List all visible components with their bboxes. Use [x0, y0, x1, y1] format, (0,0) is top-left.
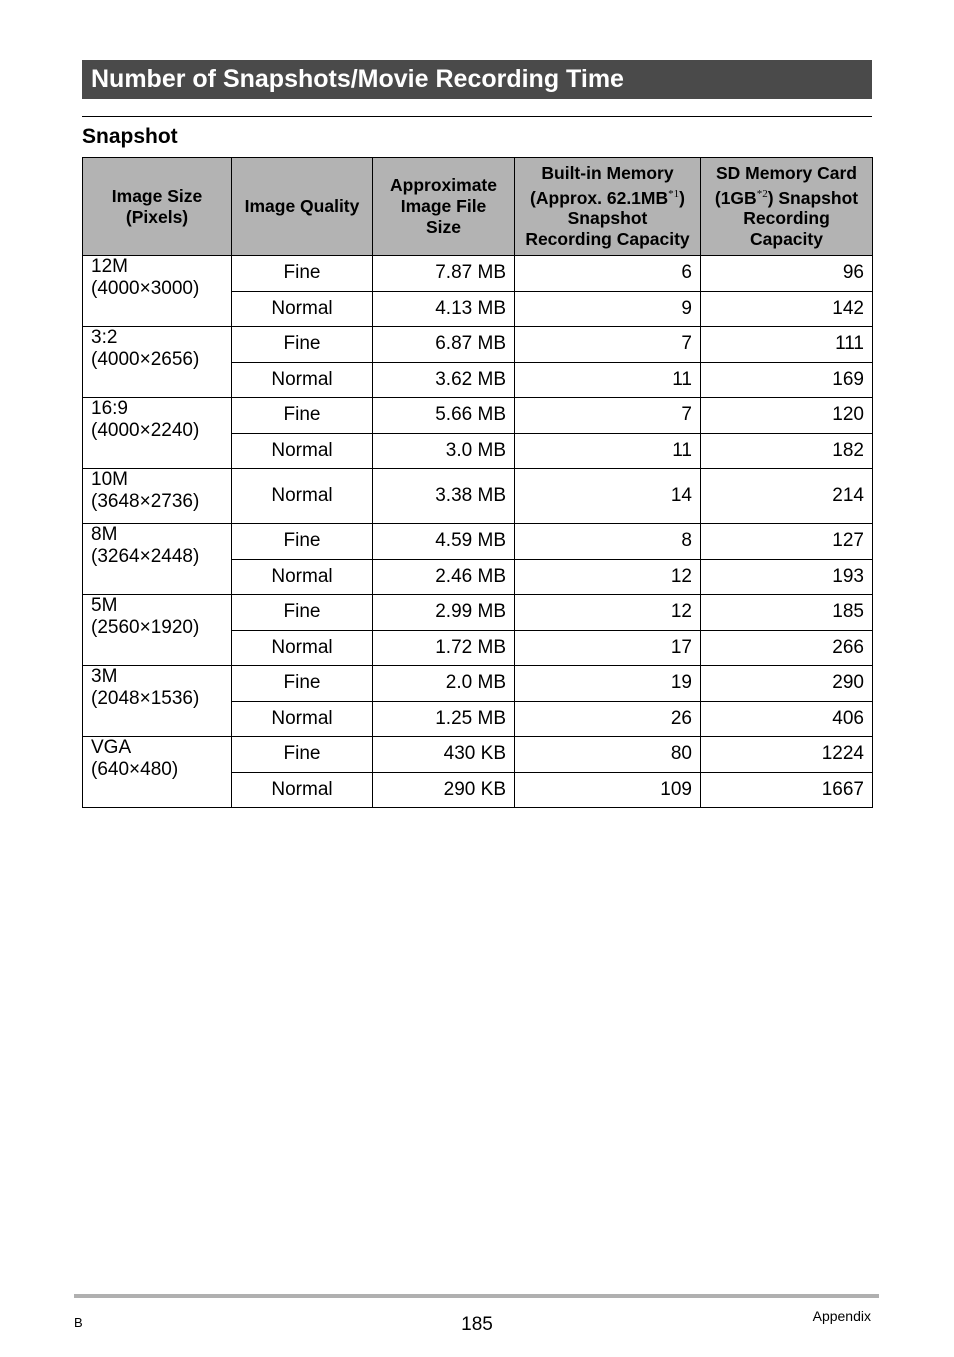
- image-quality-cell: Fine: [232, 327, 373, 363]
- file-size-cell: 1.72 MB: [373, 630, 515, 666]
- image-quality-cell: Normal: [232, 701, 373, 737]
- builtin-capacity-cell: 11: [515, 433, 701, 469]
- footnote-marker: *1: [668, 187, 680, 200]
- image-quality-cell: Fine: [232, 256, 373, 292]
- image-quality-cell: Fine: [232, 666, 373, 702]
- sd-capacity-cell: 266: [701, 630, 873, 666]
- sd-capacity-cell: 185: [701, 595, 873, 631]
- file-size-cell: 2.46 MB: [373, 559, 515, 595]
- image-quality-cell: Normal: [232, 291, 373, 327]
- sd-capacity-cell: 96: [701, 256, 873, 292]
- file-size-cell: 7.87 MB: [373, 256, 515, 292]
- table-row: [83, 666, 873, 702]
- file-size-cell: 1.25 MB: [373, 701, 515, 737]
- image-size-cell: 3:2 (4000×2656): [83, 327, 232, 398]
- builtin-capacity-cell: 12: [515, 559, 701, 595]
- header-image-size: Image Size (Pixels): [83, 158, 232, 256]
- sd-capacity-cell: 127: [701, 524, 873, 560]
- builtin-capacity-cell: 8: [515, 524, 701, 560]
- table-row: [83, 595, 873, 631]
- sd-capacity-cell: 111: [701, 327, 873, 363]
- image-size-cell: 5M (2560×1920): [83, 595, 232, 666]
- builtin-capacity-cell: 14: [515, 469, 701, 524]
- sd-capacity-cell: 182: [701, 433, 873, 469]
- sd-capacity-cell: 1667: [701, 772, 873, 808]
- image-quality-cell: Fine: [232, 524, 373, 560]
- file-size-cell: 430 KB: [373, 737, 515, 773]
- sd-capacity-cell: 169: [701, 362, 873, 398]
- file-size-cell: 3.62 MB: [373, 362, 515, 398]
- table-row: [83, 469, 873, 524]
- sd-capacity-cell: 214: [701, 469, 873, 524]
- file-size-cell: 4.13 MB: [373, 291, 515, 327]
- builtin-capacity-cell: 6: [515, 256, 701, 292]
- image-quality-cell: Normal: [232, 362, 373, 398]
- file-size-cell: 2.99 MB: [373, 595, 515, 631]
- table-row: [83, 524, 873, 560]
- sd-capacity-cell: 290: [701, 666, 873, 702]
- builtin-capacity-cell: 17: [515, 630, 701, 666]
- footer-left-mark: B: [74, 1315, 83, 1330]
- image-quality-cell: Normal: [232, 559, 373, 595]
- section-heading: Snapshot: [82, 125, 178, 148]
- sd-capacity-cell: 1224: [701, 737, 873, 773]
- table-row: [83, 256, 873, 292]
- builtin-capacity-cell: 109: [515, 772, 701, 808]
- image-size-cell: VGA (640×480): [83, 737, 232, 808]
- header-image-quality: Image Quality: [232, 158, 373, 256]
- header-builtin-memory: Built-in Memory (Approx. 62.1MB$^{*1}$) Snapshot Recording Capacity: [515, 158, 701, 256]
- file-size-cell: 290 KB: [373, 772, 515, 808]
- image-quality-cell: Fine: [232, 737, 373, 773]
- table-row: [83, 327, 873, 363]
- page-title: Number of Snapshots/Movie Recording Time: [82, 60, 872, 99]
- page-number: 185: [461, 1314, 493, 1335]
- file-size-cell: 6.87 MB: [373, 327, 515, 363]
- table-body: [83, 256, 873, 808]
- header-file-size: Approximate Image File Size: [373, 158, 515, 256]
- image-quality-cell: Normal: [232, 469, 373, 524]
- footer-divider: [74, 1294, 879, 1298]
- builtin-capacity-cell: 80: [515, 737, 701, 773]
- image-size-cell: 16:9 (4000×2240): [83, 398, 232, 469]
- builtin-capacity-cell: 9: [515, 291, 701, 327]
- image-size-cell: 8M (3264×2448): [83, 524, 232, 595]
- sd-capacity-cell: 142: [701, 291, 873, 327]
- sd-capacity-cell: 406: [701, 701, 873, 737]
- builtin-capacity-cell: 7: [515, 398, 701, 434]
- file-size-cell: 4.59 MB: [373, 524, 515, 560]
- image-size-cell: 12M (4000×3000): [83, 256, 232, 327]
- table-header-row: [83, 158, 873, 256]
- builtin-capacity-cell: 12: [515, 595, 701, 631]
- table-row: [83, 398, 873, 434]
- sd-capacity-cell: 193: [701, 559, 873, 595]
- sd-capacity-cell: 120: [701, 398, 873, 434]
- header-sd-card: SD Memory Card (1GB$^{*2}$) Snapshot Recording Capacity: [701, 158, 873, 256]
- image-quality-cell: Normal: [232, 772, 373, 808]
- footer-section-label: Appendix: [812, 1308, 871, 1324]
- file-size-cell: 3.38 MB: [373, 469, 515, 524]
- file-size-cell: 2.0 MB: [373, 666, 515, 702]
- image-quality-cell: Fine: [232, 398, 373, 434]
- table-row: [83, 737, 873, 773]
- file-size-cell: 5.66 MB: [373, 398, 515, 434]
- builtin-capacity-cell: 7: [515, 327, 701, 363]
- footnote-marker: *2: [756, 187, 768, 200]
- image-size-cell: 3M (2048×1536): [83, 666, 232, 737]
- title-divider: [82, 116, 872, 117]
- builtin-capacity-cell: 19: [515, 666, 701, 702]
- snapshot-capacity-table: [82, 157, 873, 808]
- builtin-capacity-cell: 11: [515, 362, 701, 398]
- image-quality-cell: Normal: [232, 630, 373, 666]
- image-quality-cell: Fine: [232, 595, 373, 631]
- image-quality-cell: Normal: [232, 433, 373, 469]
- file-size-cell: 3.0 MB: [373, 433, 515, 469]
- builtin-capacity-cell: 26: [515, 701, 701, 737]
- image-size-cell: 10M (3648×2736): [83, 469, 232, 524]
